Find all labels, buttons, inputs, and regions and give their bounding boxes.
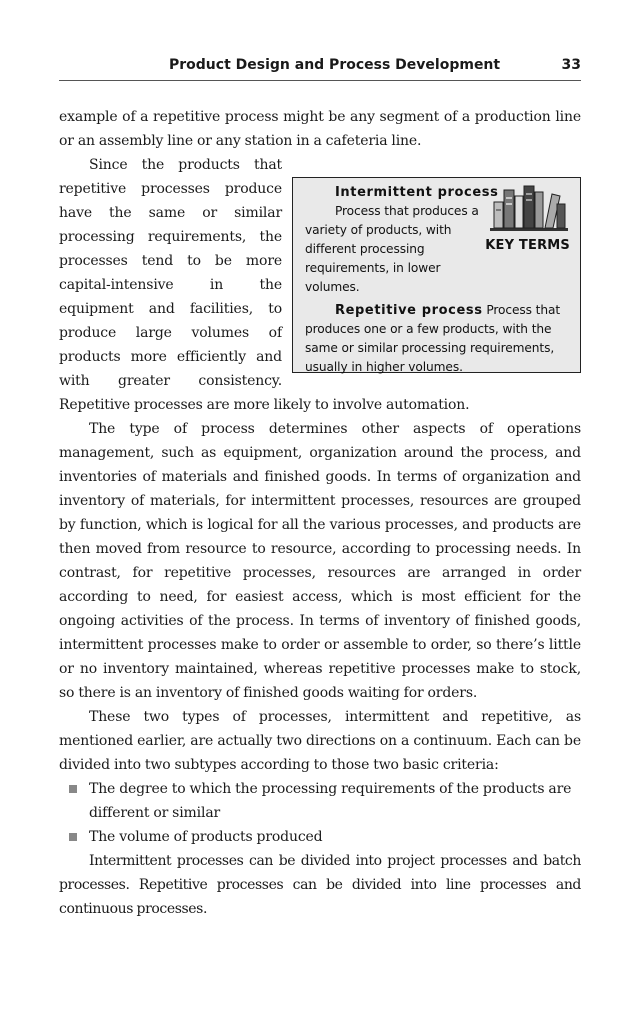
bullet-square [69,833,77,841]
term-intermittent-process: Intermittent process [335,185,499,200]
paragraph-3: The type of process determines other aspects of operations management, such as equipment, organization around the process, and inventories of materials and finished goods. In terms of organization and inventory of materials, for intermittent processes, resources are grouped by function, which is logical for all the various processes, and products are then moved from resource to resource, according to processing needs. In contrast, for repetitive processes, resources are arranged in order according to need, for easiest access, which is most efficient for the ongoing activities of the process. In terms of inventory of finished goods, intermittent processes make to order or assemble to order, so there’s little or no inventory maintained, whereas repetitive processes make to stock, so there is an inventory of finished goods waiting for orders. [59,421,581,701]
list-item [59,777,581,825]
criteria-list [59,777,581,849]
paragraph-2 [59,153,581,417]
paragraph-4: These two types of processes, intermittent and repetitive, as mentioned earlier, are actually two directions on a continuum. Each can be divided into two subtypes according to those two basic criteria: [59,709,581,773]
list-item-text: The degree to which the processing requirements of the products are different or similar [89,781,572,821]
bullet-square [69,785,77,793]
list-item-text: The volume of products produced [89,829,323,845]
page-number: 33 [561,57,581,73]
books-icon [490,180,568,232]
running-header [59,56,581,81]
chapter-title: Product Design and Process Development [169,57,501,73]
paragraph-2-text: Since the products that repetitive processes produce have the same or similar processing requirements, the processes tend to be more capital-intensive in the equipment and facilities, to produce large volumes of products more efficiently and with greater consistency. Repetitive processes are more likely to involve automation. [59,157,470,413]
key-terms-label: KEY TERMS [485,238,570,253]
paragraph-1: example of a repetitive process might be any segment of a production line or an assembly line or any station in a cafeteria line. [59,109,581,149]
key-terms-box [292,177,581,373]
term-repetitive-process: Repetitive process [335,303,483,318]
definition-intermittent-process: Process that produces a variety of products, with different processing requirements, in lower volumes. [305,204,479,294]
paragraph-5: Intermittent processes can be divided into project processes and batch processes. Repetitive processes can be divided into line processes and continuous processes. [59,853,581,917]
definition-repetitive-process-text: Process that produces one or a few products, with the same or similar processing requirements, usually in higher volumes. [305,303,561,374]
body-text [59,105,581,921]
definition-repetitive-process [305,301,571,377]
list-item [59,825,581,849]
